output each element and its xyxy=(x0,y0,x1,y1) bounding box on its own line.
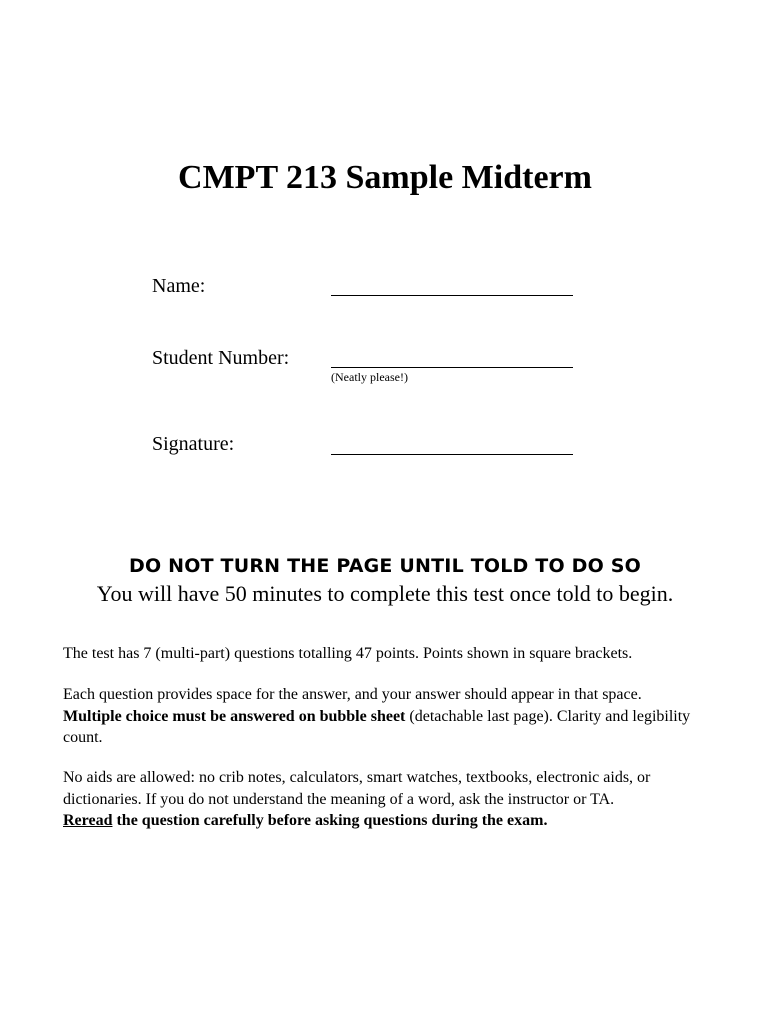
name-line xyxy=(331,295,573,296)
student-number-label: Student Number: xyxy=(152,347,290,369)
signature-label: Signature: xyxy=(152,433,235,455)
instructions-paragraph-3 xyxy=(63,767,723,832)
time-notice: You will have 50 minutes to complete this test once told to begin. xyxy=(96,581,674,606)
instructions-p3-text: No aids are allowed: no crib notes, calculators, smart watches, textbooks, electronic aids, or dictionaries. If you do not understand the meaning of a word, ask the instructor or TA. xyxy=(63,769,651,808)
bubble-sheet-notice: Multiple choice must be answered on bubble sheet xyxy=(63,707,406,725)
instructions-paragraph-1 xyxy=(63,643,723,665)
warning-heading: DO NOT TURN THE PAGE UNTIL TOLD TO DO SO xyxy=(128,555,642,577)
reread-notice: the question carefully before asking questions during the exam. xyxy=(112,812,548,829)
instructions-p2-text: Each question provides space for the answer, and your answer should appear in that space. xyxy=(63,686,642,703)
student-number-line xyxy=(331,367,573,368)
reread-word: Reread xyxy=(63,812,113,829)
instructions-p1-text: The test has 7 (multi-part) questions totalling 47 points. Points shown in square brackets. xyxy=(63,645,633,662)
instructions-paragraph-2 xyxy=(63,684,723,749)
page-title: CMPT 213 Sample Midterm xyxy=(178,159,592,196)
student-number-hint: (Neatly please!) xyxy=(331,370,408,384)
name-label: Name: xyxy=(152,275,206,297)
instructions-p2-tail: (detachable last page). Clarity and legibility count. xyxy=(63,707,691,746)
signature-line xyxy=(331,454,573,455)
